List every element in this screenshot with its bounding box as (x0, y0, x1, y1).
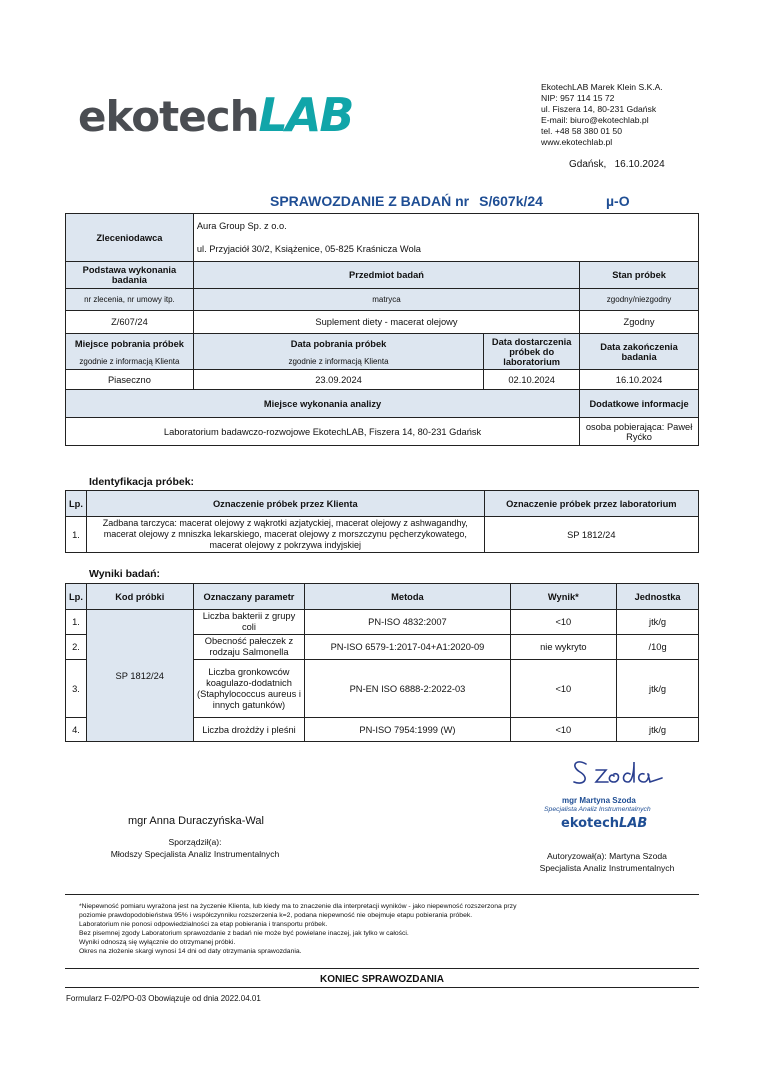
footnote: poziomie prawdopodobieństwa 95% i współczynniku rozszerzenia k=2, podana niepewność nie obejmuje etapu pobierania próbek. (79, 912, 473, 919)
authorizer-name: Autoryzował(a): Martyna Szoda (547, 851, 667, 861)
row-method: PN-EN ISO 6888-2:2022-03 (305, 660, 510, 718)
place-label: Miejsce pobrania próbek (66, 334, 194, 354)
row-param: Liczba gronkowców koagulazo-dodatnich (Staphylococcus aureus i innych gatunków) (193, 660, 305, 718)
identification-heading: Identyfikacja próbek: (89, 476, 195, 488)
row-method: PN-ISO 7954:1999 (W) (305, 718, 510, 742)
preparer-block (30, 836, 360, 860)
footnote: Laboratorium nie ponosi odpowiedzialności za etap pobierania i transportu próbek. (79, 921, 328, 928)
additional-value: osoba pobierająca: Paweł Ryćko (580, 418, 699, 446)
preparer-role-label: Sporządził(a): (168, 837, 222, 847)
id-row-lp: 1. (66, 517, 87, 553)
state-label: Stan próbek (580, 262, 699, 289)
place-date: Gdańsk, 16.10.2024 (569, 159, 665, 170)
row-lp: 1. (66, 610, 87, 635)
results-sample-code: SP 1812/24 (86, 610, 193, 742)
results-table (65, 583, 699, 742)
form-number: Formularz F-02/PO-03 Obowiązuje od dnia 2022.04.01 (66, 994, 261, 1003)
id-row-lab: SP 1812/24 (484, 517, 698, 553)
company-name: EkotechLAB Marek Klein S.K.A. (541, 82, 663, 92)
id-col-lp: Lp. (66, 491, 87, 517)
results-col-lp: Lp. (66, 584, 87, 610)
report-code: µ-O (605, 193, 630, 209)
basis-value: Z/607/24 (66, 311, 194, 334)
report-number: S/607k/24 (479, 193, 543, 209)
results-col-method: Metoda (305, 584, 510, 610)
place-sub: zgodnie z informacją Klienta (66, 354, 194, 370)
row-result: <10 (510, 610, 617, 635)
end-value: 16.10.2024 (580, 370, 699, 390)
id-col-lab: Oznaczenie próbek przez laboratorium (484, 491, 698, 517)
results-col-unit: Jednostka (617, 584, 699, 610)
authorizer-role: Specjalista Analiz Instrumentalnych (539, 863, 675, 873)
row-lp: 4. (66, 718, 87, 742)
row-unit: jtk/g (617, 610, 699, 635)
identification-table (65, 490, 699, 553)
place-value: Piaseczno (66, 370, 194, 390)
results-col-code: Kod próbki (86, 584, 193, 610)
authorizer-block (497, 850, 717, 874)
subject-value: Suplement diety - macerat olejowy (193, 311, 579, 334)
row-unit: jtk/g (617, 718, 699, 742)
subject-label: Przedmiot badań (193, 262, 579, 289)
delivery-value: 02.10.2024 (484, 370, 580, 390)
subject-sub: matryca (193, 289, 579, 311)
row-result: nie wykryto (510, 635, 617, 660)
row-unit: jtk/g (617, 660, 699, 718)
row-unit: /10g (617, 635, 699, 660)
footnote: *Niepewność pomiaru wyrażona jest na życzenie Klienta, lub kiedy ma to znaczenie dla interpretacji wyników - jako niepewność rozszerzona przy (79, 903, 517, 910)
row-lp: 3. (66, 660, 87, 718)
end-label: Data zakończenia badania (580, 334, 699, 370)
row-result: <10 (510, 718, 617, 742)
client-label: Zleceniodawca (66, 214, 194, 262)
divider (65, 987, 699, 988)
additional-label: Dodatkowe informacje (580, 390, 699, 418)
footnote: Okres na złożenie skargi wynosi 14 dni od daty otrzymania sprawozdania. (79, 948, 302, 955)
footnote: Bez pisemnej zgody Laboratorium sprawozdanie z badań nie może być powielane inaczej, jak tylko w całości. (79, 930, 409, 937)
sampling-date-label: Data pobrania próbek (193, 334, 483, 354)
stamp-name: mgr Martyna Szoda (562, 796, 636, 805)
footnotes (79, 902, 639, 956)
row-method: PN-ISO 4832:2007 (305, 610, 510, 635)
handwritten-signature (566, 752, 666, 792)
client-name: Aura Group Sp. z o.o. (193, 214, 698, 238)
report-title: SPRAWOZDANIE Z BADAŃ nr S/607k/24 µ-O (270, 193, 630, 209)
sampling-date-sub: zgodnie z informacją Klienta (193, 354, 483, 370)
company-email: E-mail: biuro@ekotechlab.pl (541, 115, 649, 125)
report-end: KONIEC SPRAWOZDANIA (320, 974, 444, 985)
row-param: Liczba drożdży i pleśni (193, 718, 305, 742)
table-row (66, 610, 699, 635)
preparer-role: Młodszy Specjalista Analiz Instrumentalnych (110, 849, 280, 859)
stamp-logo: ekotechLAB (561, 816, 648, 831)
id-row-client: Zadbana tarczyca: macerat olejowy z wąkrotki azjatyckiej, macerat olejowy z ashwagandhy, macerat olejowy z mniszka lekarskiego, macerat olejowy z morszczynu pęcherzykowatego, macerat olejowy z pokrzywa indyjskiej (86, 517, 484, 553)
company-address: ul. Fiszera 14, 80-231 Gdańsk (541, 104, 657, 114)
id-col-client: Oznaczenie próbek przez Klienta (86, 491, 484, 517)
stamp-title: Specjalista Analiz Instrumentalnych (544, 806, 651, 813)
company-website: www.ekotechlab.pl (541, 137, 613, 147)
state-sub: zgodny/niezgodny (580, 289, 699, 311)
row-lp: 2. (66, 635, 87, 660)
delivery-label: Data dostarczenia próbek do laboratorium (484, 334, 580, 370)
preparer-name: mgr Anna Duraczyńska-Wal (128, 815, 264, 827)
company-info (541, 82, 663, 148)
company-phone: tel. +48 58 380 01 50 (541, 126, 622, 136)
row-param: Obecność pałeczek z rodzaju Salmonella (193, 635, 305, 660)
row-param: Liczba bakterii z grupy coli (193, 610, 305, 635)
analysis-place-label: Miejsce wykonania analizy (66, 390, 580, 418)
divider (65, 968, 699, 969)
results-col-result: Wynik* (510, 584, 617, 610)
company-logo: ekotechLAB (78, 88, 353, 142)
info-table (65, 213, 699, 446)
divider (65, 894, 699, 895)
sampling-date-value: 23.09.2024 (193, 370, 483, 390)
footnote: Wyniki odnoszą się wyłącznie do otrzymanej próbki. (79, 939, 236, 946)
basis-sub: nr zlecenia, nr umowy itp. (66, 289, 194, 311)
results-col-param: Oznaczany parametr (193, 584, 305, 610)
row-method: PN-ISO 6579-1:2017-04+A1:2020-09 (305, 635, 510, 660)
company-nip: NIP: 957 114 15 72 (541, 93, 615, 103)
row-result: <10 (510, 660, 617, 718)
state-value: Zgodny (580, 311, 699, 334)
analysis-place-value: Laboratorium badawczo-rozwojowe EkotechLAB, Fiszera 14, 80-231 Gdańsk (66, 418, 580, 446)
client-address: ul. Przyjaciół 30/2, Książenice, 05-825 Kraśnicza Wola (193, 238, 698, 262)
results-heading: Wyniki badań: (89, 568, 160, 580)
basis-label: Podstawa wykonania badania (66, 262, 194, 289)
